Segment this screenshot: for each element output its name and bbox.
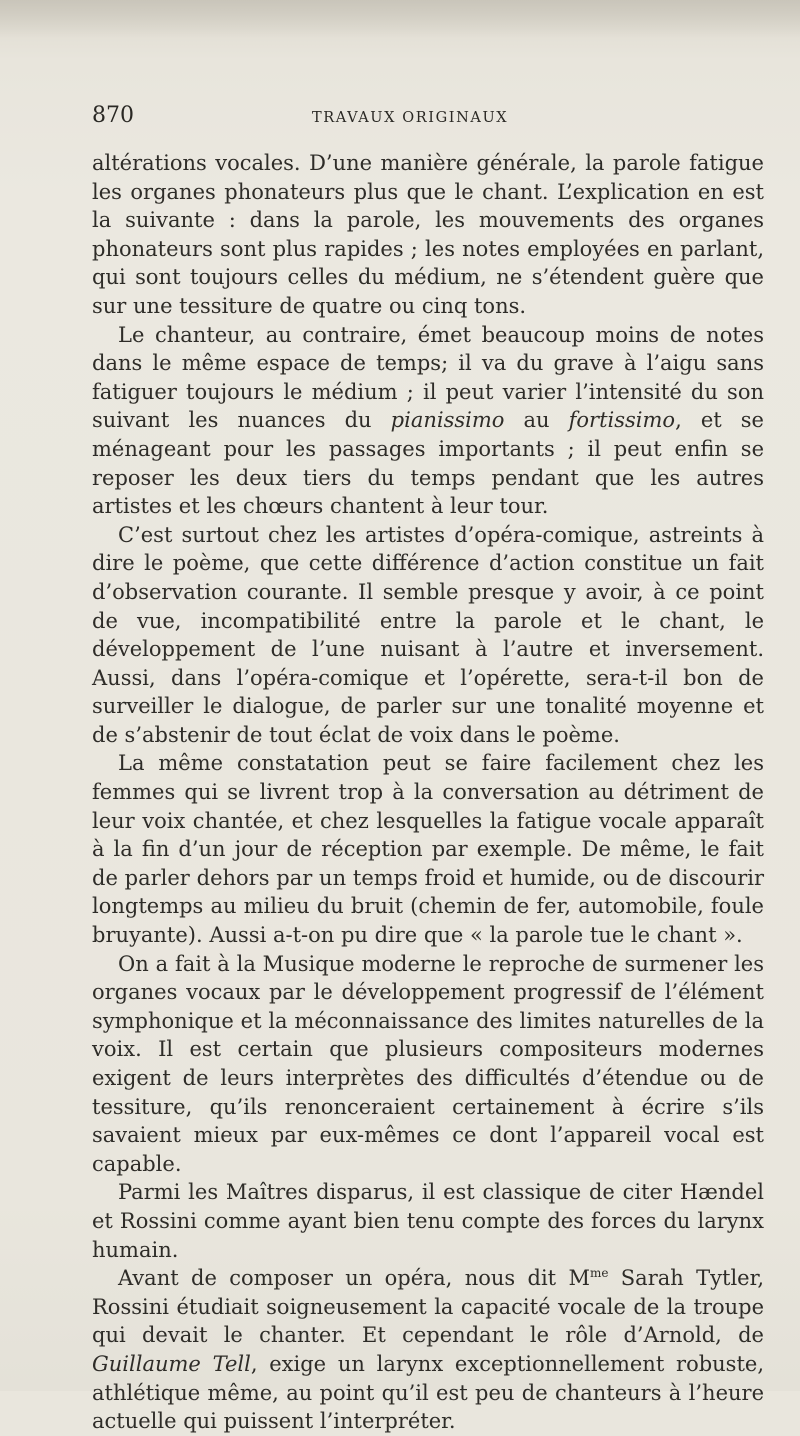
page-header	[92, 102, 764, 134]
running-head: TRAVAUX ORIGINAUX	[312, 110, 509, 126]
italic-term: pianissimo	[390, 408, 505, 433]
paragraph-rossini	[92, 1264, 764, 1436]
paragraph-continuation: altérations vocales. D’une manière générale, la parole fatigue les organes phonateurs plus que le chant. L’explication en est la suivante : dans la parole, les mouvements des organes phonateurs sont plus rapides ; les notes employées en parlant, qui sont toujours celles du médium, ne s’étendent guère que sur une tessiture de quatre ou cinq tons.	[92, 151, 764, 318]
paragraph-text: au	[504, 408, 569, 433]
paragraph-opera-comique: C’est surtout chez les artistes d’opéra-comique, astreints à dire le poème, que cette différence d’action constitue un fait d’observation courante. Il semble presque y avoir, à ce point de vue, incompatibilité entre la parole et le chant, le développement de l’une nuisant à l’autre et inversement. Aussi, dans l’opéra-comique et l’opérette, sera-t-il bon de surveiller le dialogue, de parler sur une tonalité moyenne et de s’abstenir de tout éclat de voix dans le poème.	[92, 522, 764, 747]
paragraph-text: Avant de composer un opéra, nous dit M	[118, 1266, 590, 1291]
page-number: 870	[92, 103, 134, 128]
paragraph-text: , et se ménageant pour les passages importants ; il peut enfin se reposer les deux tiers du temps pendant que les autres artistes et les chœurs chantent à leur tour.	[92, 408, 764, 519]
scan-edge-shadow	[0, 0, 800, 38]
italic-title: Guillaume Tell	[92, 1351, 251, 1376]
superscript: me	[589, 1266, 609, 1281]
paragraph-text: Le chanteur, au contraire, émet beaucoup moins de notes dans le même espace de temps; il va du grave à l’aigu sans fatiguer toujours le médium ; il peut varier l’intensité du son suivant les nuances du	[92, 322, 764, 433]
paragraph-text: Sarah Tytler, Rossini étudiait soigneusement la capacité vocale de la troupe qui devait le chanter. Et cependant le rôle d’Arnold, de	[92, 1266, 764, 1348]
body-text	[92, 149, 764, 1436]
paragraph-chanteur	[92, 321, 764, 521]
paragraph-text: , exige un larynx exceptionnellement robuste, athlétique même, au point qu’il est peu de chanteurs à l’heure actuelle qui puissent l’interpréter.	[92, 1351, 764, 1434]
paragraph-maitres: Parmi les Maîtres disparus, il est classique de citer Hændel et Rossini comme ayant bien tenu compte des forces du larynx humain.	[92, 1180, 764, 1262]
paragraph-constatation: La même constatation peut se faire facilement chez les femmes qui se livrent trop à la conversation au détriment de leur voix chantée, et chez lesquelles la fatigue vocale apparaît à la fin d’un jour de réception par exemple. De même, le fait de parler dehors par un temps froid et humide, ou de discourir longtemps au milieu du bruit (chemin de fer, automobile, foule bruyante). Aussi a-t-on pu dire que « la parole tue le chant ».	[92, 751, 764, 948]
italic-term: fortissimo	[568, 408, 676, 433]
paragraph-musique-moderne: On a fait à la Musique moderne le reproche de surmener les organes vocaux par le développement progressif de l’élément symphonique et la méconnaissance des limites naturelles de la voix. Il est certain que plusieurs compositeurs modernes exigent de leurs interprètes des difficultés d’étendue ou de tessiture, qu’ils renonceraient certainement à écrire s’ils savaient mieux par eux-mêmes ce dont l’appareil vocal est capable.	[92, 951, 764, 1176]
